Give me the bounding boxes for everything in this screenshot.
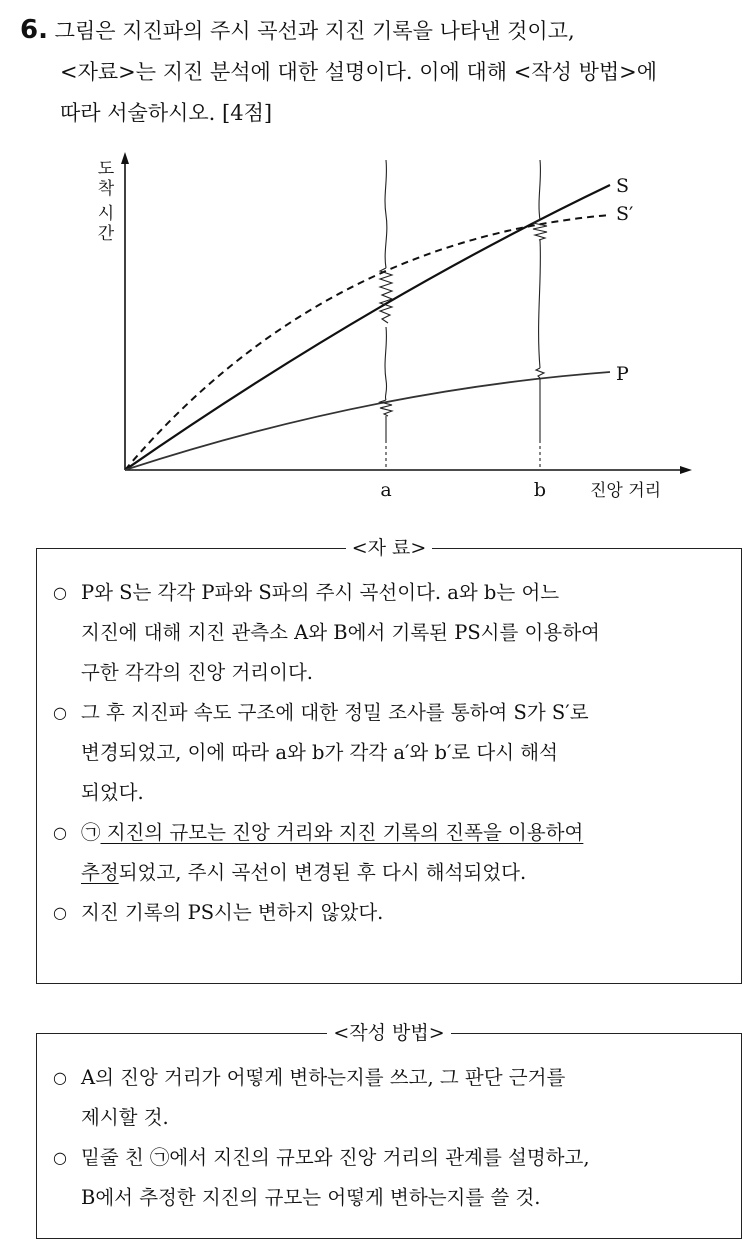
method-item-1 [37, 1058, 741, 1138]
method-item-1-line-1: A의 진앙 거리가 어떻게 변하는지를 쓰고, 그 판단 근거를 [81, 1066, 566, 1089]
x-mark-a: a [380, 479, 392, 501]
question-line-3: 따라 서술하시오. [4점] [60, 101, 273, 125]
seismogram-a [380, 160, 392, 470]
s-prime-curve-label: S′ [616, 203, 634, 225]
x-mark-b: b [533, 479, 547, 501]
y-axis-arrow [121, 152, 129, 164]
underlined-text-2: 추정 [81, 861, 119, 884]
method-item-2-line-1: 밑줄 친 ㉠에서 지진의 규모와 진앙 거리의 관계를 설명하고, [81, 1146, 590, 1169]
travel-time-figure [70, 140, 710, 520]
bullet: ○ [53, 1148, 67, 1167]
method-item-2-line-2: B에서 추정한 지진의 규모는 어떻게 변하는지를 쓸 것. [81, 1186, 541, 1209]
jaryo-title: <자 료> [346, 537, 433, 559]
jaryo-list [37, 573, 741, 933]
jaryo-item-1-line-2: 지진에 대해 지진 관측소 A와 B에서 기록된 PS시를 이용하여 [81, 621, 600, 644]
method-item-2 [37, 1138, 741, 1218]
method-list [37, 1058, 741, 1218]
s-prime-curve [125, 215, 610, 470]
jaryo-item-1-line-1: P와 S는 각각 P파와 S파의 주시 곡선이다. a와 b는 어느 [81, 581, 560, 604]
jaryo-item-3-line-2 [81, 853, 727, 893]
question-number: 6. [20, 15, 48, 45]
ylabel-char-1: 도 [97, 159, 115, 179]
jaryo-item-2-line-2: 변경되었고, 이에 따라 a와 b가 각각 a′와 b′로 다시 해석 [81, 741, 558, 764]
seismogram-b [533, 160, 547, 470]
question-line-1 [20, 10, 745, 52]
jaryo-box [36, 537, 742, 984]
jaryo-item-2 [37, 693, 741, 813]
jaryo-item-4-line-1: 지진 기록의 PS시는 변하지 않았다. [81, 901, 384, 924]
method-item-1-line-2: 제시할 것. [81, 1106, 169, 1129]
jaryo-item-1-line-3: 구한 각각의 진앙 거리이다. [81, 661, 314, 684]
x-axis-arrow [680, 466, 692, 474]
jaryo-item-3-line-1 [81, 813, 727, 853]
s-curve-label: S [616, 175, 630, 197]
ylabel-char-3: 시 [97, 204, 115, 224]
jaryo-item-2-line-1: 그 후 지진파 속도 구조에 대한 정밀 조사를 통하여 S가 S′로 [81, 701, 589, 724]
jaryo-item-4 [37, 893, 741, 933]
question-stem [20, 10, 745, 134]
bullet: ○ [53, 823, 67, 842]
question-line-2: <자료>는 지진 분석에 대한 설명이다. 이에 대해 <작성 방법>에 [60, 60, 658, 84]
method-title: <작성 방법> [327, 1022, 450, 1044]
p-curve-label: P [616, 363, 629, 385]
x-axis-label: 진앙 거리 [590, 481, 662, 501]
ylabel-char-4: 간 [97, 224, 115, 244]
bullet: ○ [53, 583, 67, 602]
method-box [36, 1022, 742, 1239]
jaryo-item-3 [37, 813, 741, 893]
underlined-text-1: 지진의 규모는 진앙 거리와 지진 기록의 진폭을 이용하여 [100, 821, 584, 844]
ylabel-char-2: 착 [97, 179, 115, 199]
jaryo-item-1 [37, 573, 741, 693]
jaryo-item-2-line-3: 되었다. [81, 781, 144, 804]
marker-giyeok: ㉠ [81, 821, 101, 844]
bullet: ○ [53, 703, 67, 722]
bullet: ○ [53, 1068, 67, 1087]
bullet: ○ [53, 903, 67, 922]
jaryo-item-3-rest: 되었고, 주시 곡선이 변경된 후 다시 해석되었다. [118, 861, 527, 884]
question-text-1: 그림은 지진파의 주시 곡선과 지진 기록을 나타낸 것이고, [54, 19, 575, 43]
